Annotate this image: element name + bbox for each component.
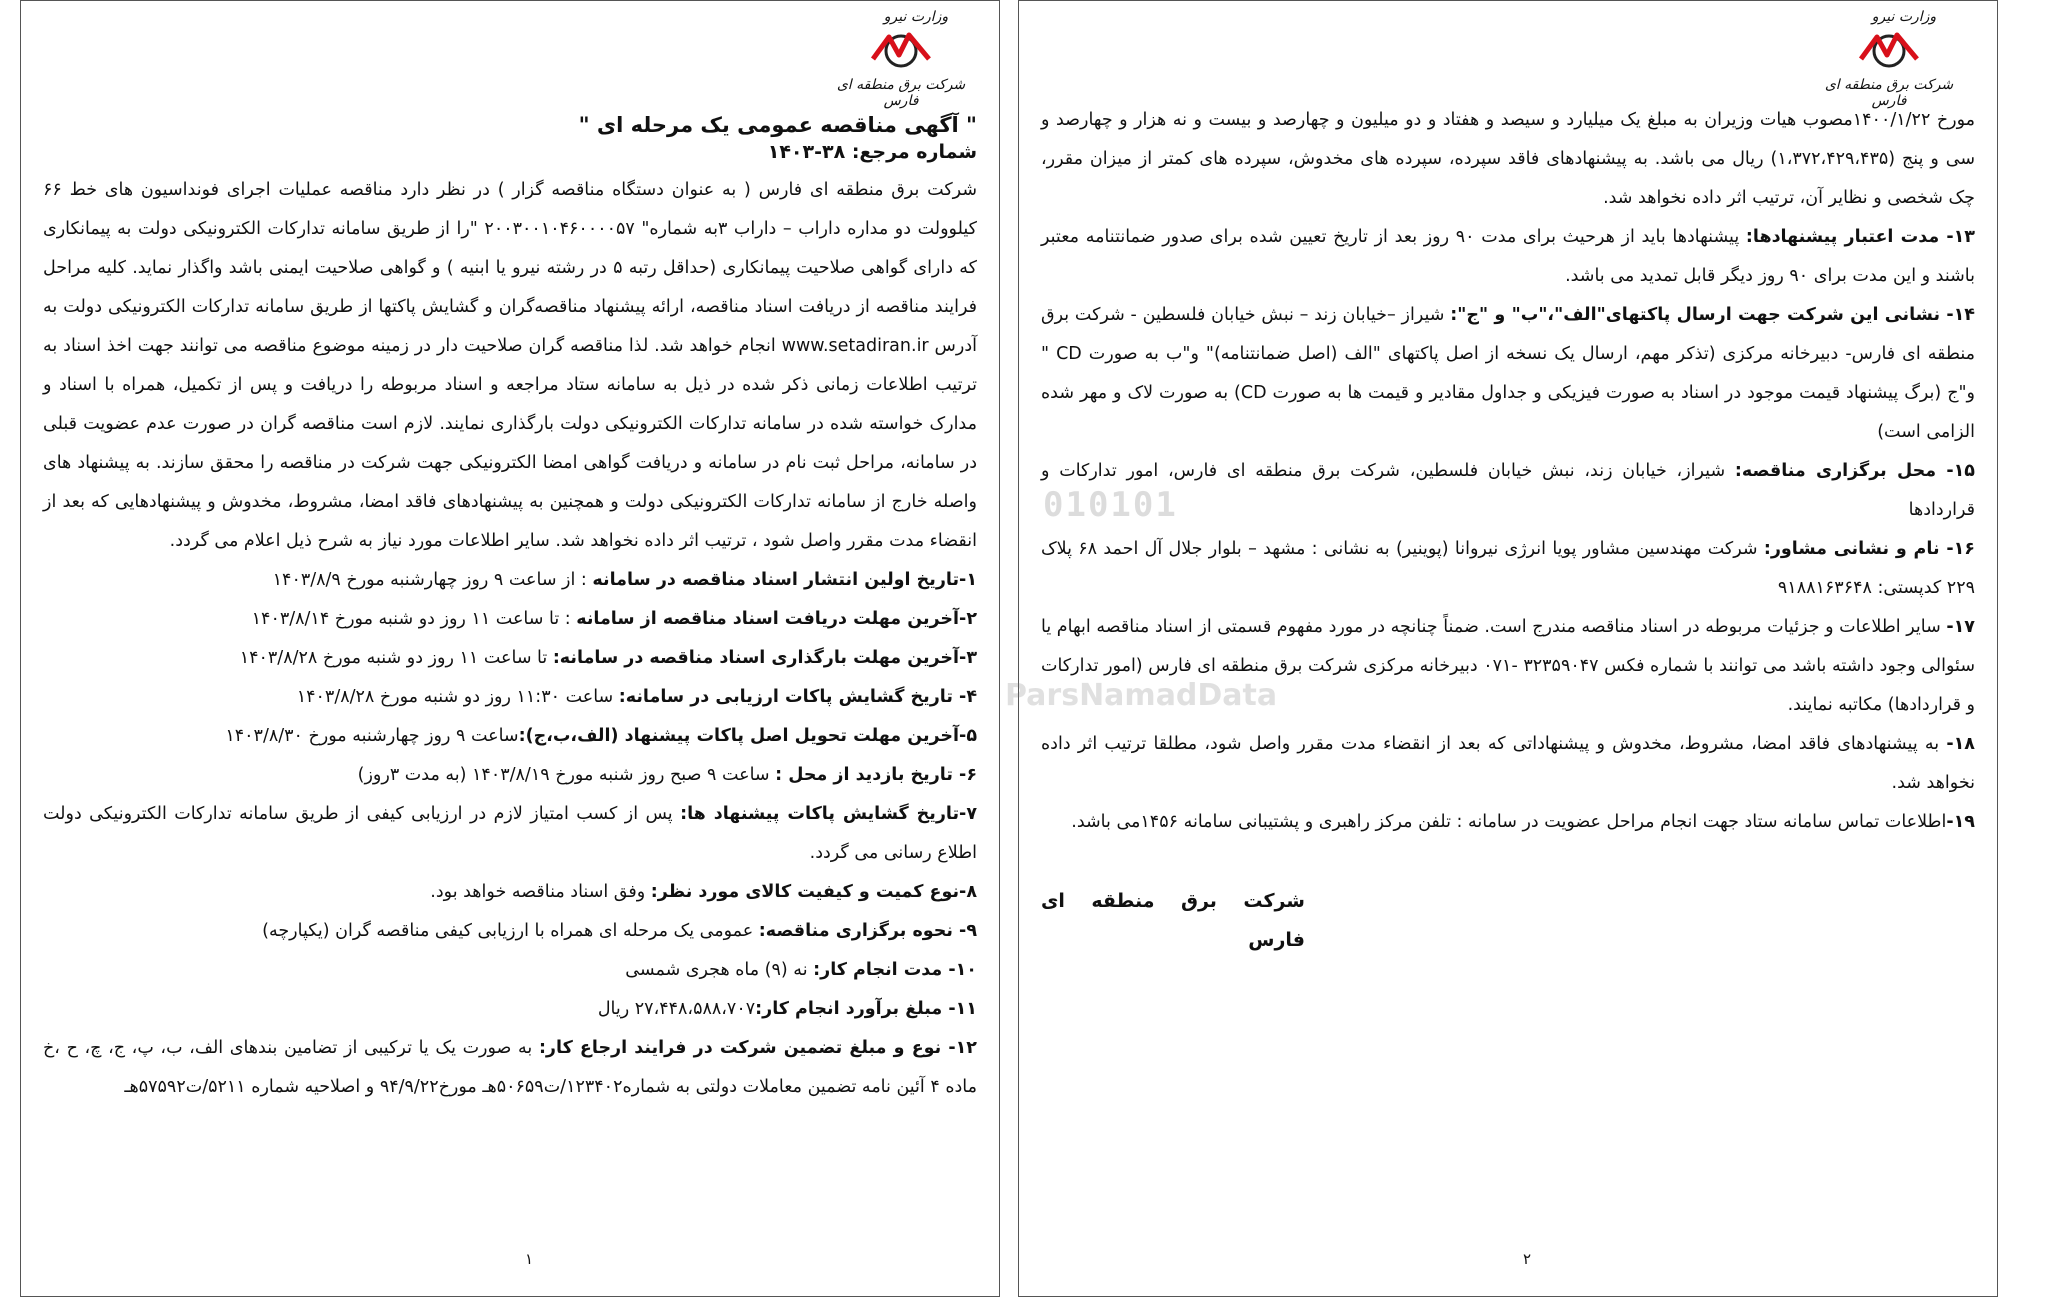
page-1 [20, 0, 1000, 1297]
tender-item [1041, 803, 1975, 842]
tender-item-label: ۵-آخرین مهلت تحویل اصل پاکات پیشنهاد (الف،ب،ج): [518, 726, 977, 746]
tender-item [43, 561, 977, 600]
tender-item-label: ۷-تاریخ گشایش پاکات پیشنهاد ها: [680, 804, 977, 824]
tender-item [43, 1029, 977, 1107]
tender-item-label: ۱۵- محل برگزاری مناقصه: [1734, 461, 1975, 481]
tender-item-label: ۴- تاریخ گشایش پاکات ارزیابی در سامانه: [618, 687, 977, 707]
tender-item [1041, 296, 1975, 452]
company-name: شرکت برق منطقه ای فارس [1824, 77, 1954, 109]
watermark-digits: 010101 [1043, 485, 1178, 525]
tender-items-list [43, 561, 977, 1107]
tender-item-text: تا ساعت ۱۱ روز دو شنبه مورخ ۱۴۰۳/۸/۲۸ [239, 648, 553, 668]
ministry-name: وزارت نیرو [1871, 9, 1937, 25]
tender-item-label: ۱۹- [1946, 812, 1975, 832]
tavanir-emblem-icon [869, 29, 933, 75]
tender-item-label: ۲-آخرین مهلت دریافت اسناد مناقصه از سامانه [576, 609, 977, 629]
tender-item [43, 756, 977, 795]
tender-item [43, 912, 977, 951]
tender-item [1041, 725, 1975, 803]
tender-item [43, 639, 977, 678]
signature: شرکت برق منطقه ای فارس [1041, 890, 1305, 951]
tender-item-label: ۸-نوع کمیت و کیفیت کالای مورد نظر: [650, 882, 977, 902]
ministry-name: وزارت نیرو [883, 9, 949, 25]
tender-item-label: ۱-تاریخ اولین انتشار اسناد مناقصه در سامانه [592, 570, 977, 590]
tender-item-text: ساعت ۹ صبح روز شنبه مورخ ۱۴۰۳/۸/۱۹ (به مدت ۳روز) [357, 765, 776, 785]
company-logo [1814, 9, 1964, 113]
page-2 [1018, 0, 1998, 1297]
page-number: ۱ [524, 1250, 534, 1268]
tender-item [43, 678, 977, 717]
continuation-paragraph: مورخ ۱۴۰۰/۱/۲۲مصوب هیات وزیران به مبلغ یک میلیارد و سیصد و هفتاد و دو میلیون و چهارصد و بیست و نه هزار و چهارصد و سی و پنج (۱،۳۷۲،۴۲۹،۴۳۵) ریال می باشد. به پیشنهادهای فاقد سپرده، سپرده های مخدوش، سپرده های کمتر از میزان مقرر، چک شخصی و نظایر آن، ترتیب اثر داده نخواهد شد. [1041, 110, 1975, 208]
tender-item-text: ۲۷،۴۴۸،۵۸۸،۷۰۷ ریال [597, 999, 756, 1019]
tender-item-label: ۱۰- مدت انجام کار: [813, 960, 977, 980]
tender-item-text: : تا ساعت ۱۱ روز دو شنبه مورخ ۱۴۰۳/۸/۱۴ [251, 609, 577, 629]
tender-item-text: : از ساعت ۹ روز چهارشنبه مورخ ۱۴۰۳/۸/۹ [272, 570, 593, 590]
tender-item-label: ۹- نحوه برگزاری مناقصه: [758, 921, 977, 941]
reference-number: شماره مرجع: ۳۸-۱۴۰۳ [767, 141, 977, 163]
page-2-content [1041, 101, 1975, 960]
tender-item [1041, 530, 1975, 608]
tender-item [43, 990, 977, 1029]
tender-item [43, 717, 977, 756]
tender-item-text: شرکت مهندسین مشاور پویا انرژی نیروانا (پوینیر) به نشانی : مشهد – بلوار جلال آل احمد ۶۸ پلاک ۲۲۹ کدپستی: ۹۱۸۸۱۶۳۶۴۸ [1041, 539, 1975, 598]
tender-item-text: اطلاعات تماس سامانه ستاد جهت انجام مراحل عضویت در سامانه : تلفن مرکز راهبری و پشتیبانی سامانه ۱۴۵۶می باشد. [1071, 812, 1947, 832]
company-name: شرکت برق منطقه ای فارس [836, 77, 966, 109]
tender-items-list [1041, 218, 1975, 842]
tender-item-label: ۱۱- مبلغ برآورد انجام کار: [755, 999, 977, 1019]
tender-item [43, 951, 977, 990]
tender-item-label: ۱۴- نشانی این شرکت جهت ارسال پاکتهای"الف"،"ب" و "ج": [1450, 305, 1975, 325]
tender-item [1041, 218, 1975, 296]
tender-item-label: ۱۲- نوع و مبلغ تضمین شرکت در فرایند ارجاع کار: [538, 1038, 977, 1058]
tender-item-label: ۱۳- مدت اعتبار پیشنهادها: [1745, 227, 1975, 247]
tender-item-text: سایر اطلاعات و جزئیات مربوطه در اسناد مناقصه مندرج است. ضمناً چنانچه در مورد مفهوم قسمتی از اسناد مناقصه ابهام یا سئوالی وجود داشته باشد می توانند با شماره فکس ۳۲۳۵۹۰۴۷ -۰۷۱ دبیرخانه مرکزی شرکت برق منطقه ای فارس (امور تدارکات و قراردادها) مکاتبه نمایند. [1041, 617, 1975, 715]
tender-item-text: نه (۹) ماه هجری شمسی [625, 960, 814, 980]
tender-item-label: ۱۶- نام و نشانی مشاور: [1763, 539, 1975, 559]
tender-item-label: ۶- تاریخ بازدید از محل : [775, 765, 977, 785]
tender-item-text: به صورت یک یا ترکیبی از تضامین بندهای الف، ب، پ، ج، چ، ح ،خ ماده ۴ آئین نامه تضمین معاملات دولتی به شماره۱۲۳۴۰۲/ت۵۰۶۵۹هـ مورخ۹۴/۹/۲۲ و اصلاحیه شماره ۵۲۱۱/ت۵۷۵۹۲هـ [43, 1038, 977, 1097]
tender-item-text: وفق اسناد مناقصه خواهد بود. [430, 882, 651, 902]
tender-item-text: به پیشنهادهای فاقد امضا، مشروط، مخدوش و پیشنهاداتی که بعد از انقضاء مدت مقرر واصل شود، مطلقا ترتیب اثر داده نخواهد شد. [1041, 734, 1975, 793]
tender-item-label: ۱۷- [1946, 617, 1975, 637]
tavanir-emblem-icon [1857, 29, 1921, 75]
tender-item [43, 600, 977, 639]
tender-item-text: پس از کسب امتیاز لازم در ارزیابی کیفی از طریق سامانه تدارکات الکترونیکی دولت اطلاع رسانی می گردد. [43, 804, 977, 863]
company-logo [826, 9, 976, 113]
tender-item [1041, 452, 1975, 530]
page-1-content [43, 111, 977, 1107]
tender-item-label: ۱۸- [1946, 734, 1975, 754]
tender-item [1041, 608, 1975, 725]
tender-item-label: ۳-آخرین مهلت بارگذاری اسناد مناقصه در سامانه: [552, 648, 977, 668]
tender-item-text: ساعت ۹ روز چهارشنبه مورخ ۱۴۰۳/۸/۳۰ [225, 726, 519, 746]
watermark-brand: ParsNamadData [1005, 678, 1278, 713]
tender-heading: " آگهی مناقصه عمومی یک مرحله ای " [578, 113, 977, 137]
page-number: ۲ [1522, 1250, 1532, 1268]
tender-item-text: پیشنهادها باید از هرحیث برای مدت ۹۰ روز بعد از تاریخ تعیین شده برای صدور ضمانتنامه معتبر باشند و این مدت برای ۹۰ روز دیگر قابل تمدید می باشد. [1041, 227, 1975, 286]
intro-paragraph: شرکت برق منطقه ای فارس ( به عنوان دستگاه مناقصه گزار ) در نظر دارد مناقصه عملیات اجرای فونداسیون های خط ۶۶ کیلوولت دو مداره داراب – داراب ۳به شماره" ۲۰۰۳۰۰۱۰۴۶۰۰۰۰۵۷ "را از طریق سامانه تدارکات الکترونیکی دولت به پیمانکاری که دارای گواهی صلاحیت پیمانکاری (حداقل رتبه ۵ در رشته نیرو یا ابنیه ) و گواهی صلاحیت ایمنی باشد واگذار نماید. کلیه مراحل فرایند مناقصه از دریافت اسناد مناقصه، ارائه پیشنهاد مناقصه‌گران و گشایش پاکتها از طریق سامانه تدارکات الکترونیکی دولت به آدرس www.setadiran.ir انجام خواهد شد. لذا مناقصه گران صلاحیت دار در زمینه موضوع مناقصه می توانند جهت اخذ اسناد به ترتیب اطلاعات زمانی ذکر شده در ذیل به سامانه ستاد مراجعه و اسناد مربوطه را دریافت و پس از تکمیل، همراه با اسناد و مدارک خواسته شده در سامانه تدارکات الکترونیکی دولت بارگذاری نمایند. لازم است مناقصه گران در صورت عدم عضویت قبلی در سامانه، مراحل ثبت نام در سامانه و دریافت گواهی امضا الکترونیکی جهت شرکت در مناقصه را محقق سازند. به پیشنهاد های واصله خارج از سامانه تدارکات الکترونیکی دولت و همچنین به پیشنهادهای فاقد امضا، مشروط، مخدوش و پیشنهادهایی که بعد از انقضاء مدت مقرر واصل شود ، ترتیب اثر داده نخواهد شد. سایر اطلاعات مورد نیاز به شرح ذیل اعلام می گردد. [43, 180, 978, 551]
tender-item [43, 873, 977, 912]
tender-item-text: ساعت ۱۱:۳۰ روز دو شنبه مورخ ۱۴۰۳/۸/۲۸ [296, 687, 619, 707]
tender-item-text: عمومی یک مرحله ای همراه با ارزیابی کیفی مناقصه گران (یکپارچه) [262, 921, 759, 941]
tender-item [43, 795, 977, 873]
tender-item-text: شیراز –خیابان زند – نبش خیابان فلسطین - شرکت برق منطقه ای فارس- دبیرخانه مرکزی (تذکر مهم، ارسال یک نسخه از اصل پاکتهای "الف (اصل ضمانتنامه)" و"ب به صورت CD " و"ج (برگ پیشنهاد قیمت موجود در اسناد به صورت فیزیکی و جداول مقادیر و قیمت ها به صورت CD) به صورت لاک و مهر شده الزامی است) [1041, 305, 1975, 442]
tender-item-text: شیراز، خیابان زند، نبش خیابان فلسطین، شرکت برق منطقه ای فارس، امور تدارکات و قراردادها [1041, 461, 1975, 520]
